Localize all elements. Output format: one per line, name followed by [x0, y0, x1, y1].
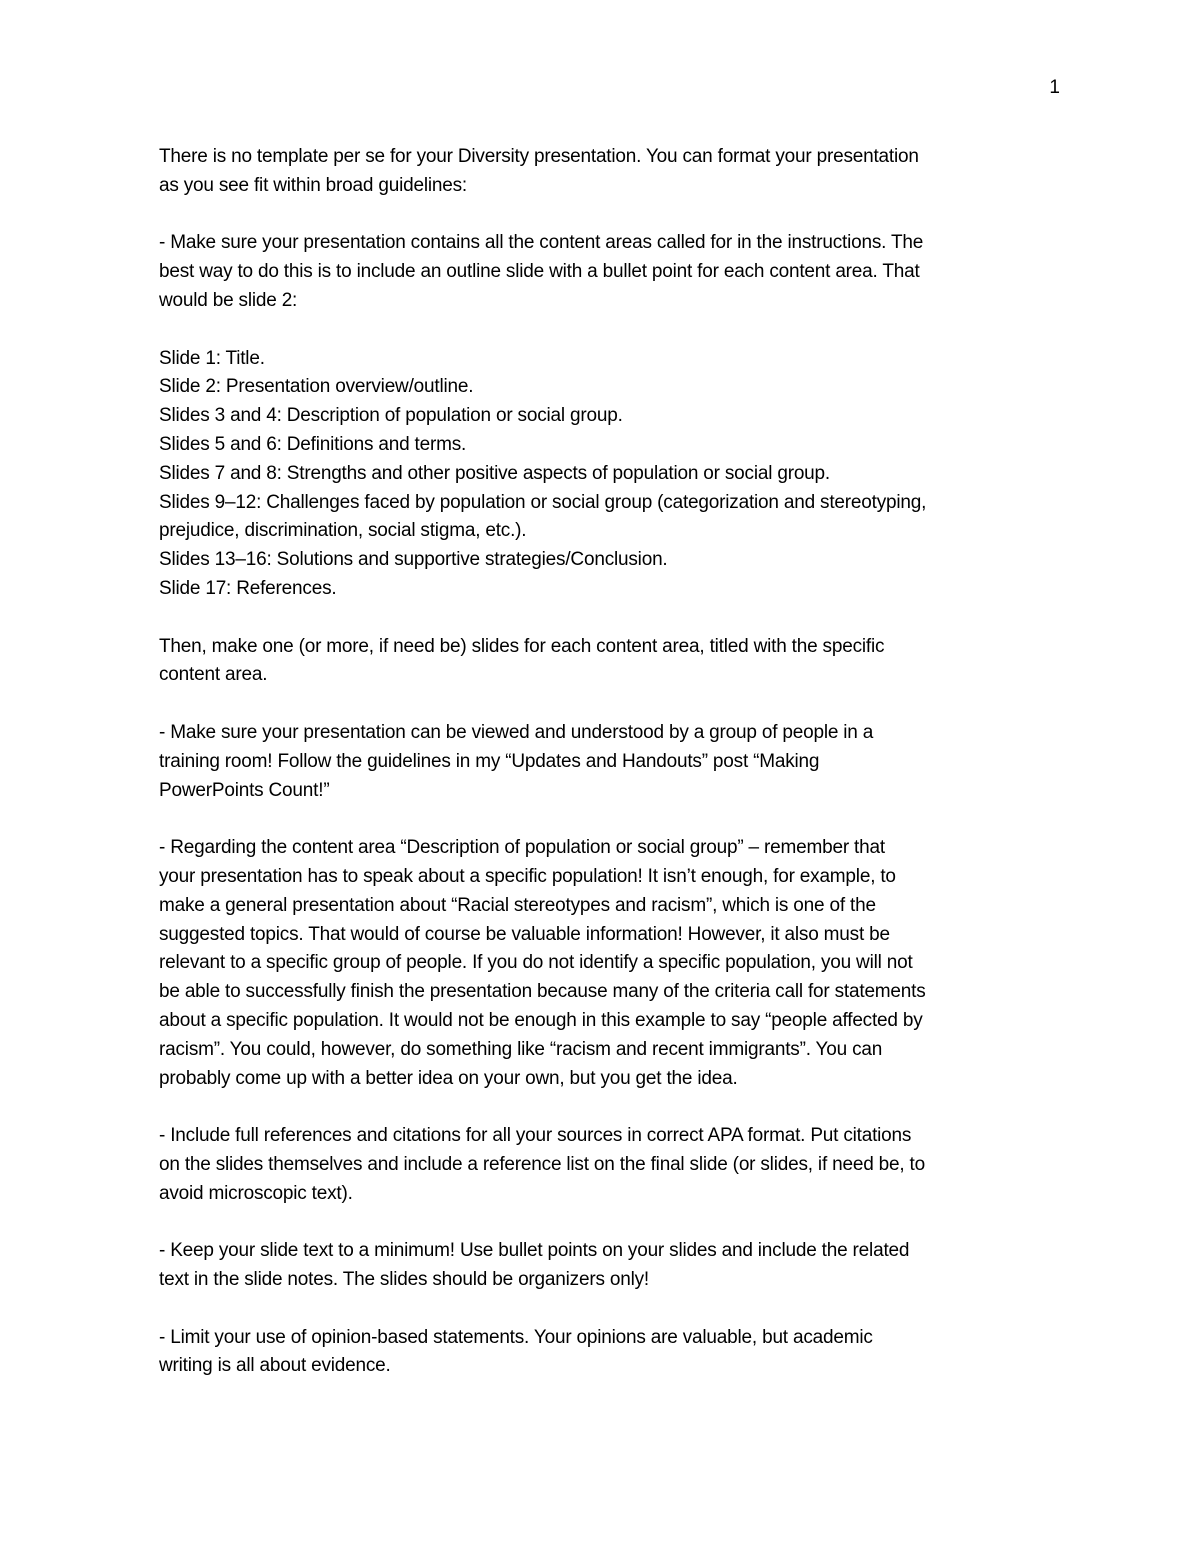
- slide-outline-item: Slides 9–12: Challenges faced by population or social group (categorization and stereotyping,: [159, 491, 927, 513]
- text-line: would be slide 2:: [159, 289, 298, 311]
- slide-outline-item: Slide 2: Presentation overview/outline.: [159, 376, 474, 398]
- text-line: be able to successfully finish the presentation because many of the criteria call for statements: [159, 981, 926, 1003]
- guideline-viewing: [159, 719, 1064, 805]
- text-line: your presentation has to speak about a specific population! It isn’t enough, for example, to: [159, 865, 896, 887]
- text-line: Then, make one (or more, if need be) slides for each content area, titled with the specific: [159, 635, 885, 657]
- intro-paragraph: [159, 143, 1064, 201]
- page-number: 1: [1049, 77, 1060, 98]
- text-line: probably come up with a better idea on your own, but you get the idea.: [159, 1067, 738, 1089]
- document-body: [159, 143, 1064, 1381]
- text-line: - Keep your slide text to a minimum! Use bullet points on your slides and include the related: [159, 1240, 910, 1262]
- text-line: - Make sure your presentation can be viewed and understood by a group of people in a: [159, 721, 874, 743]
- guideline-population: [159, 834, 1064, 1093]
- paragraph-gap: [159, 1093, 1064, 1122]
- text-line: make a general presentation about “Racial stereotypes and racism”, which is one of the: [159, 894, 876, 916]
- text-line: content area.: [159, 664, 268, 686]
- text-line: relevant to a specific group of people. If you do not identify a specific population, you will not: [159, 952, 913, 974]
- slide-outline-item: Slides 5 and 6: Definitions and terms.: [159, 433, 467, 455]
- paragraph-gap: [159, 1295, 1064, 1324]
- text-line: PowerPoints Count!”: [159, 779, 330, 801]
- text-line: suggested topics. That would of course be valuable information! However, it also must be: [159, 923, 890, 945]
- text-line: training room! Follow the guidelines in my “Updates and Handouts” post “Making: [159, 750, 820, 772]
- guideline-slide-text: [159, 1237, 1064, 1295]
- text-line: text in the slide notes. The slides should be organizers only!: [159, 1269, 649, 1291]
- text-line: There is no template per se for your Diversity presentation. You can format your presentation: [159, 146, 919, 167]
- paragraph-gap: [159, 201, 1064, 230]
- guideline-content-areas: [159, 229, 1064, 315]
- guideline-references: [159, 1122, 1064, 1208]
- then-paragraph: [159, 633, 1064, 691]
- text-line: racism”. You could, however, do something like “racism and recent immigrants”. You can: [159, 1038, 883, 1060]
- text-line: - Regarding the content area “Description of population or social group” – remember that: [159, 837, 885, 859]
- text-line: - Limit your use of opinion-based statements. Your opinions are valuable, but academic: [159, 1326, 873, 1348]
- slide-outline-item: Slides 13–16: Solutions and supportive strategies/Conclusion.: [159, 549, 668, 571]
- text-line: avoid microscopic text).: [159, 1182, 353, 1204]
- text-line: on the slides themselves and include a reference list on the final slide (or slides, if need be, to: [159, 1153, 925, 1175]
- slide-outline-item: Slide 17: References.: [159, 577, 337, 599]
- text-line: about a specific population. It would not be enough in this example to say “people affected by: [159, 1009, 923, 1031]
- text-line: as you see fit within broad guidelines:: [159, 174, 468, 196]
- slide-outline-item: Slides 3 and 4: Description of population or social group.: [159, 405, 623, 427]
- guideline-opinion: [159, 1324, 1064, 1382]
- text-line: best way to do this is to include an outline slide with a bullet point for each content area. That: [159, 261, 920, 283]
- paragraph-gap: [159, 316, 1064, 345]
- paragraph-gap: [159, 1208, 1064, 1237]
- paragraph-gap: [159, 805, 1064, 834]
- text-line: - Include full references and citations for all your sources in correct APA format. Put citations: [159, 1125, 912, 1147]
- paragraph-gap: [159, 690, 1064, 719]
- text-line: writing is all about evidence.: [159, 1355, 391, 1377]
- slide-outline-item: Slide 1: Title.: [159, 347, 265, 369]
- slide-outline-item: Slides 7 and 8: Strengths and other positive aspects of population or social group.: [159, 462, 830, 484]
- paragraph-gap: [159, 604, 1064, 633]
- slide-outline-list: [159, 345, 1064, 604]
- text-line: - Make sure your presentation contains all the content areas called for in the instructions. The: [159, 232, 924, 254]
- slide-outline-item: prejudice, discrimination, social stigma, etc.).: [159, 520, 527, 542]
